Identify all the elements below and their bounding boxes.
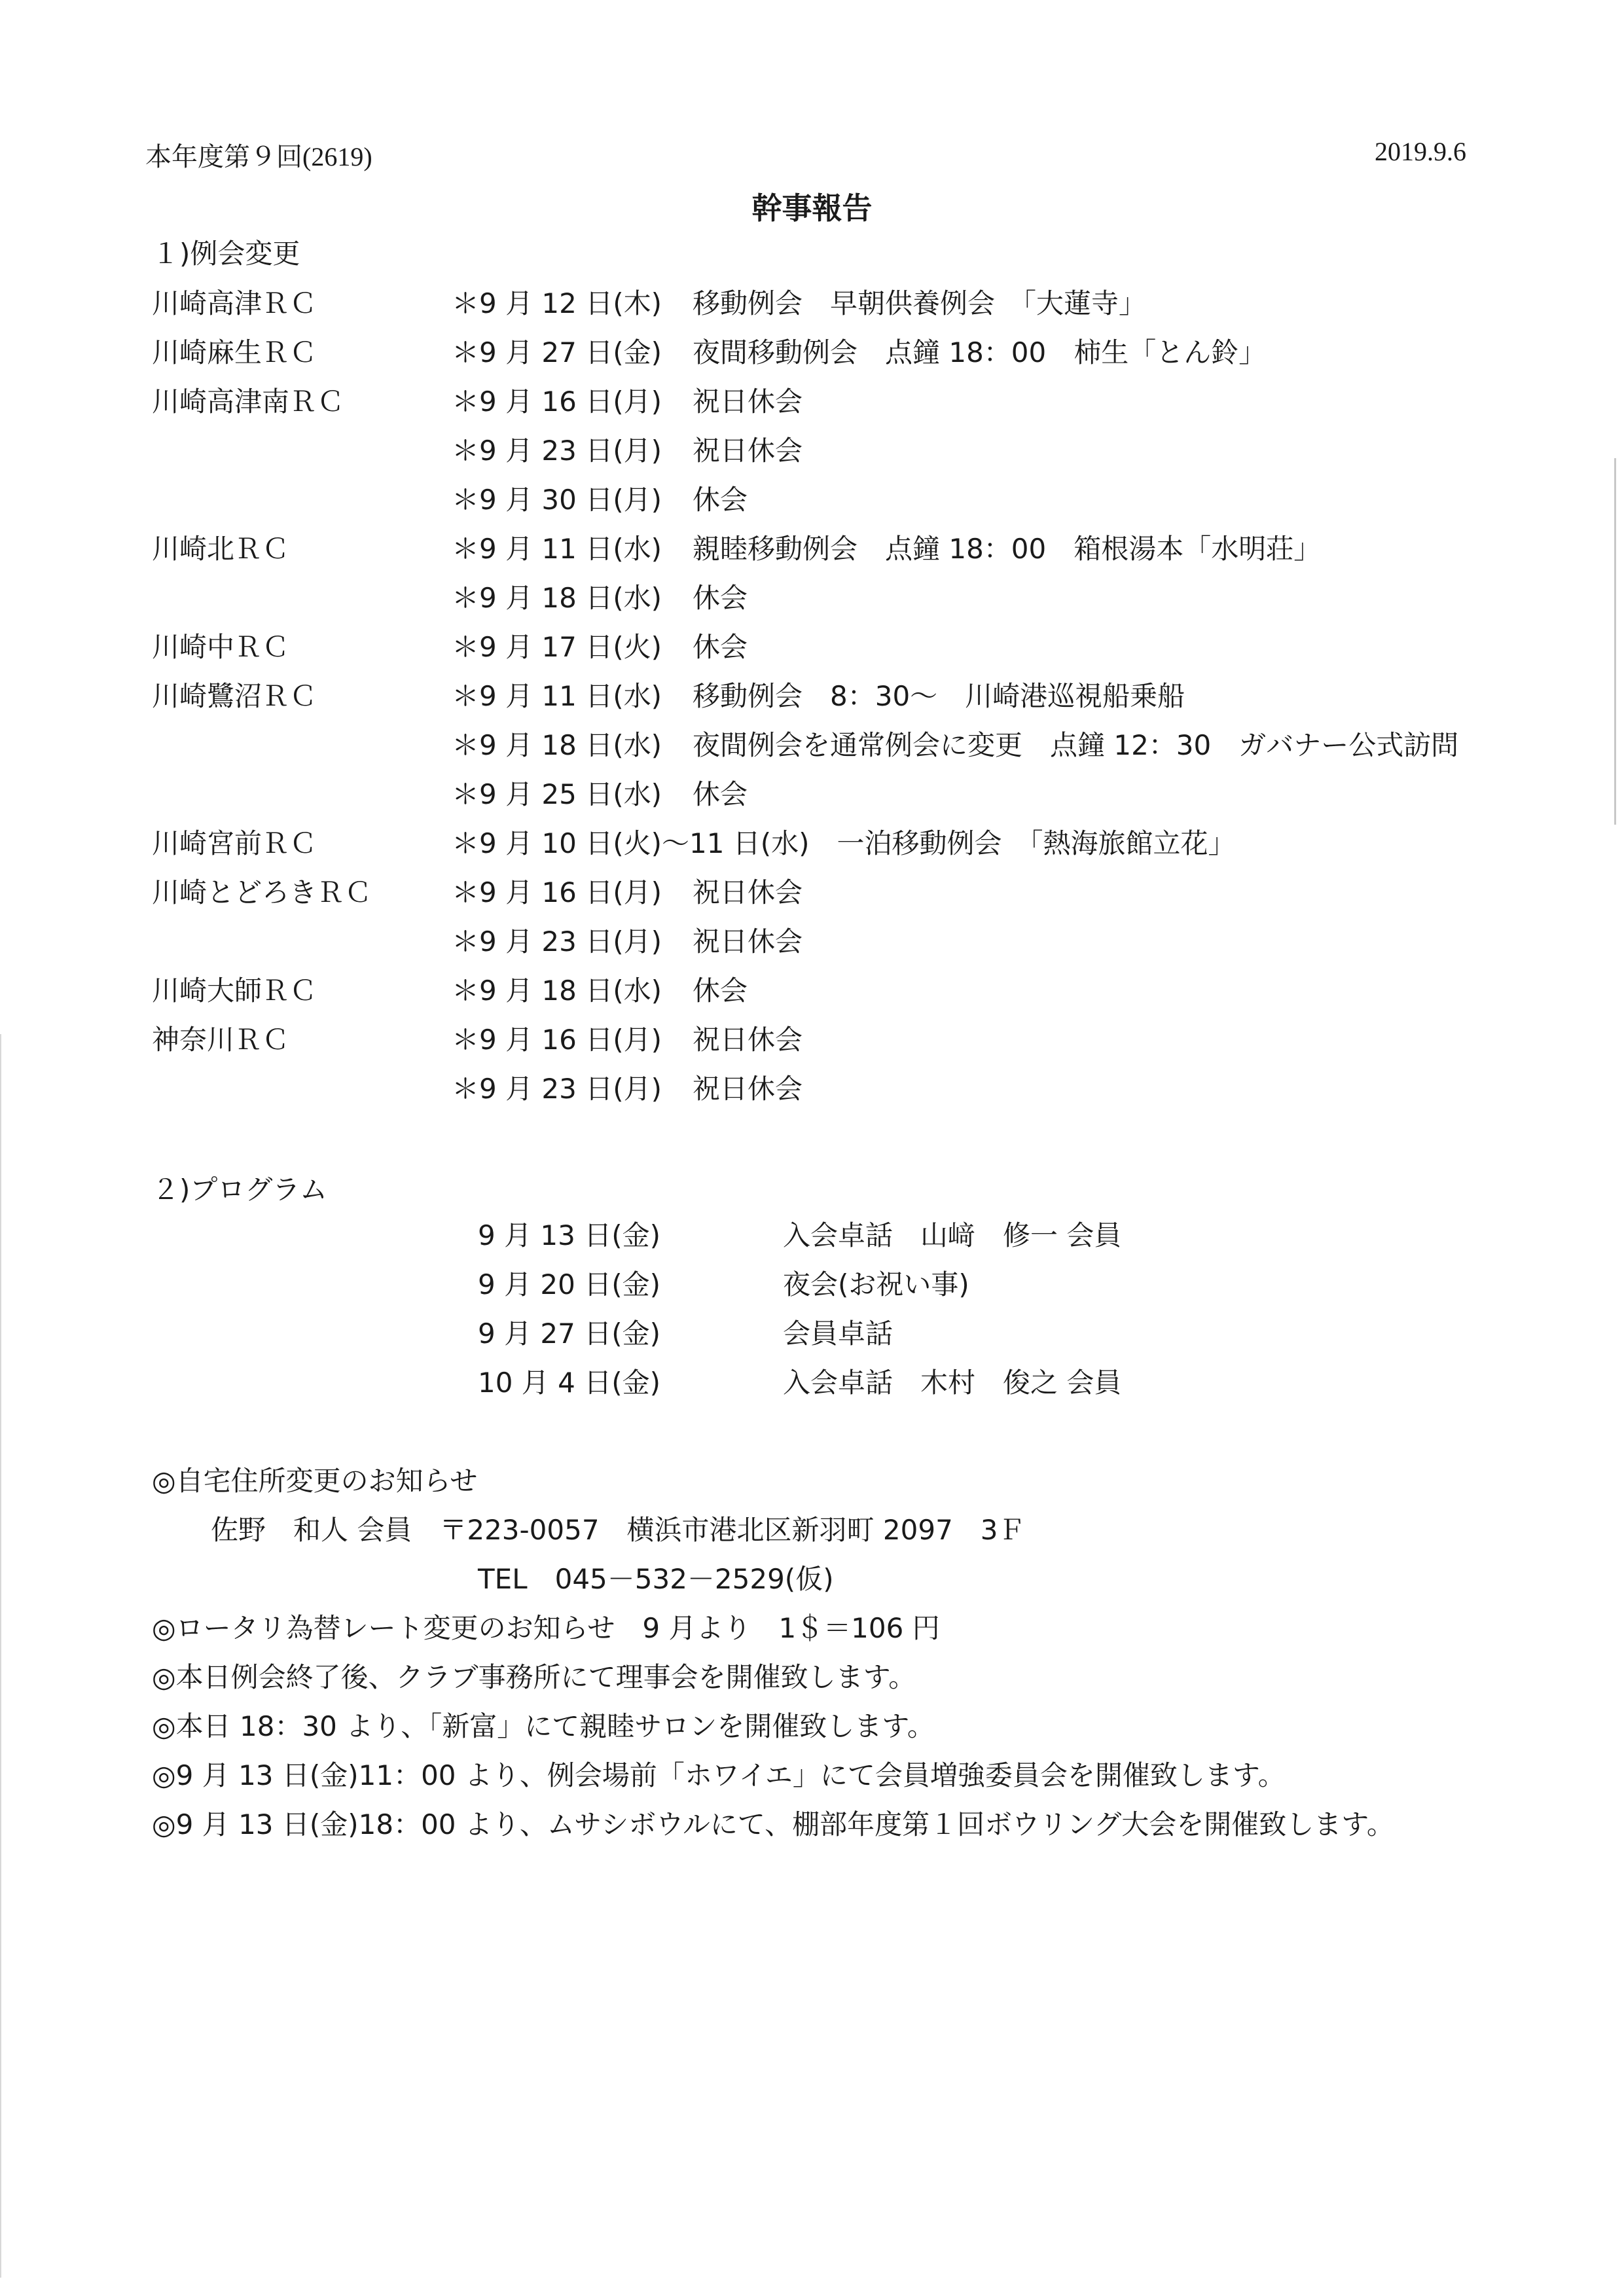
- scan-artifact: [1614, 458, 1616, 825]
- program-description: 入会卓話 山﨑 修一 会員: [783, 1219, 1122, 1251]
- change-date: ＊9 月 27 日(金): [452, 336, 662, 368]
- change-date: ＊9 月 16 日(月): [452, 1024, 662, 1056]
- change-date: ＊9 月 18 日(水): [452, 729, 662, 761]
- change-description: 祝日休会: [693, 876, 803, 908]
- change-description: 親睦移動例会 点鐘 18：00 箱根湯本「水明荘」: [693, 533, 1322, 565]
- change-date: ＊9 月 16 日(月): [452, 876, 662, 908]
- change-description: 休会: [693, 975, 748, 1007]
- change-date: ＊9 月 23 日(月): [452, 435, 662, 467]
- address-tel-line: TEL 045－532－2529(仮): [478, 1563, 834, 1595]
- list-item: [0, 1211, 1624, 1260]
- document-date: 2019.9.6: [1375, 137, 1466, 166]
- meeting-number: 本年度第９回(2619): [145, 142, 372, 171]
- notice-item: ◎9 月 13 日(金)18：00 より、ムサシボウルにて、棚部年度第１回ボウリング大会を開催致します。: [152, 1808, 1394, 1840]
- program-description: 夜会(お祝い事): [783, 1268, 969, 1300]
- change-date: ＊9 月 12 日(木): [452, 287, 662, 319]
- change-description: 移動例会 8：30～ 川崎港巡視船乗船: [693, 680, 1185, 712]
- table-row: [0, 819, 1624, 868]
- table-row: [0, 1064, 1624, 1113]
- change-description: 夜間移動例会 点鐘 18：00 柿生「とん鈴」: [693, 336, 1267, 368]
- section-heading-program: ２)プログラム: [152, 1174, 327, 1206]
- table-row: [0, 1015, 1624, 1064]
- notice-item: ◎ロータリ為替レート変更のお知らせ 9 月より 1＄＝106 円: [152, 1612, 940, 1644]
- program-date: 9 月 27 日(金): [478, 1318, 660, 1350]
- change-description: 祝日休会: [693, 925, 803, 958]
- change-description: 休会: [693, 631, 748, 663]
- change-date: ＊9 月 16 日(月): [452, 386, 662, 418]
- change-date: ＊9 月 23 日(月): [452, 1073, 662, 1105]
- club-name: 川崎北ＲＣ: [152, 533, 290, 565]
- page-title: 幹事報告: [751, 190, 873, 226]
- table-row: [0, 622, 1624, 672]
- table-row: [0, 917, 1624, 966]
- change-date: ＊9 月 18 日(水): [452, 582, 662, 614]
- change-date: ＊9 月 23 日(月): [452, 925, 662, 958]
- list-item: [0, 1260, 1624, 1309]
- change-description: 祝日休会: [693, 1024, 803, 1056]
- program-date: 9 月 20 日(金): [478, 1268, 660, 1300]
- change-description: 休会: [693, 582, 748, 614]
- change-date: ＊9 月 11 日(水): [452, 680, 662, 712]
- notice-item: ◎本日 18：30 より、「新富」にて親睦サロンを開催致します。: [152, 1710, 935, 1742]
- address-change-line: 佐野 和人 会員 〒223-0057 横浜市港北区新羽町 2097 3Ｆ: [211, 1514, 1026, 1546]
- change-date: ＊9 月 18 日(水): [452, 975, 662, 1007]
- program-date: 9 月 13 日(金): [478, 1219, 660, 1251]
- table-row: [0, 966, 1624, 1015]
- change-description: 休会: [693, 484, 748, 516]
- table-row: [0, 672, 1624, 721]
- change-date: ＊9 月 11 日(水): [452, 533, 662, 565]
- club-name: 川崎高津南ＲＣ: [152, 386, 345, 418]
- change-description: 祝日休会: [693, 386, 803, 418]
- change-date: ＊9 月 17 日(火): [452, 631, 662, 663]
- table-row: [0, 377, 1624, 426]
- change-description: 祝日休会: [693, 435, 803, 467]
- change-date: ＊9 月 30 日(月): [452, 484, 662, 516]
- club-name: 神奈川ＲＣ: [152, 1024, 290, 1056]
- scan-artifact: [0, 1034, 1, 2278]
- list-item: [0, 1358, 1624, 1407]
- change-description: 夜間例会を通常例会に変更 点鐘 12：30 ガバナー公式訪問: [693, 729, 1459, 761]
- table-row: [0, 573, 1624, 622]
- notice-item: ◎9 月 13 日(金)11：00 より、例会場前「ホワイエ」にて会員増強委員会を開催致します。: [152, 1759, 1286, 1791]
- table-row: [0, 868, 1624, 917]
- program-description: 会員卓話: [783, 1318, 893, 1350]
- notice-item: ◎本日例会終了後、クラブ事務所にて理事会を開催致します。: [152, 1661, 916, 1693]
- change-date: ＊9 月 25 日(水): [452, 778, 662, 810]
- club-name: 川崎大師ＲＣ: [152, 975, 317, 1007]
- club-name: 川崎麻生ＲＣ: [152, 336, 317, 368]
- table-row: [0, 279, 1624, 328]
- table-row: [0, 721, 1624, 770]
- address-change-heading: ◎自宅住所変更のお知らせ: [152, 1465, 478, 1497]
- change-description: 休会: [693, 778, 748, 810]
- table-row: [0, 475, 1624, 524]
- club-name: 川崎とどろきＲＣ: [152, 876, 372, 908]
- table-row: [0, 524, 1624, 573]
- program-date: 10 月 4 日(金): [478, 1367, 660, 1399]
- list-item: [0, 1309, 1624, 1358]
- change-description: 祝日休会: [693, 1073, 803, 1105]
- club-name: 川崎中ＲＣ: [152, 631, 290, 663]
- change-date: ＊9 月 10 日(火)～11 日(水) 一泊移動例会 「熱海旅館立花」: [452, 827, 1236, 859]
- table-row: [0, 770, 1624, 819]
- table-row: [0, 426, 1624, 475]
- table-row: [0, 328, 1624, 377]
- program-description: 入会卓話 木村 俊之 会員: [783, 1367, 1122, 1399]
- club-name: 川崎宮前ＲＣ: [152, 827, 317, 859]
- change-description: 移動例会 早朝供養例会 「大蓮寺」: [693, 287, 1147, 319]
- section-heading-meeting-changes: １)例会変更: [152, 238, 300, 270]
- club-name: 川崎高津ＲＣ: [152, 287, 317, 319]
- club-name: 川崎鷺沼ＲＣ: [152, 680, 317, 712]
